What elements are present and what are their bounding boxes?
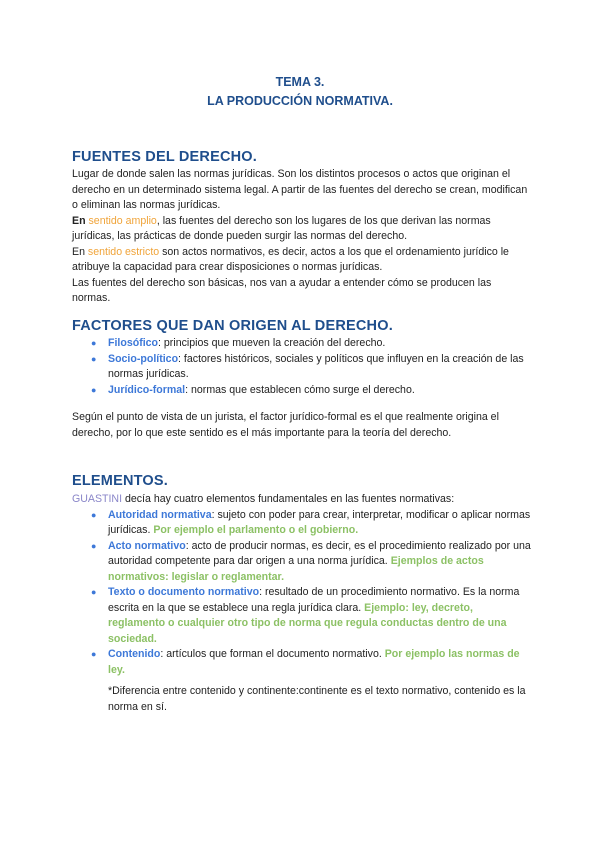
bullet-icon: ● bbox=[91, 353, 97, 364]
elemento-text: : sujeto con poder para crear, interpretar, modificar o aplicar normas jurídicas. bbox=[108, 508, 531, 536]
list-item bbox=[72, 539, 532, 586]
fuentes-closing: Las fuentes del derecho son básicas, nos van a ayudar a entender cómo se producen las normas. bbox=[72, 276, 492, 304]
section-factores bbox=[72, 336, 532, 398]
elemento-text: : acto de producir normas, es decir, es el procedimiento realizado por una autoridad competente para dar origen a una norma jurídica. bbox=[108, 539, 531, 567]
title-line-2: LA PRODUCCIÓN NORMATIVA. bbox=[207, 94, 393, 108]
list-item bbox=[72, 508, 532, 539]
document-title bbox=[0, 73, 600, 111]
title-line-1: TEMA 3. bbox=[275, 75, 325, 89]
list-item bbox=[72, 352, 532, 383]
elementos-intro bbox=[72, 492, 532, 508]
fuentes-intro: Lugar de donde salen las normas jurídicas. Son los distintos procesos o actos que originan el derecho en un determinado sistema legal. A partir de las fuentes del derecho se crean, modifican o eliminan las normas jurídicas. bbox=[72, 168, 528, 211]
factores-list bbox=[72, 336, 532, 398]
heading-factores: FACTORES QUE DAN ORIGEN AL DERECHO. bbox=[72, 318, 393, 334]
fuentes-estricto bbox=[72, 245, 532, 276]
elemento-text: : resultado de un procedimiento normativo. Es la norma escrita en la que se establece una regla jurídica clara. bbox=[108, 586, 520, 614]
factor-term: Filosófico bbox=[108, 337, 159, 349]
factor-text: : principios que mueven la creación del derecho. bbox=[158, 337, 386, 349]
elemento-term: Acto normativo bbox=[108, 539, 186, 552]
elementos-intro-text: decía hay cuatro elementos fundamentales en las fuentes normativas: bbox=[122, 493, 455, 505]
elemento-text: : artículos que forman el documento normativo. bbox=[160, 648, 385, 660]
factor-term: Jurídico-formal bbox=[108, 383, 186, 396]
elemento-term: Texto o documento normativo bbox=[108, 586, 260, 598]
heading-fuentes: FUENTES DEL DERECHO. bbox=[72, 149, 258, 165]
difference-note: *Diferencia entre contenido y continente:continente es el texto normativo, contenido es la norma en sí. bbox=[108, 685, 526, 713]
elemento-example: Ejemplo: ley, decreto, reglamento o cualquier otro tipo de norma que regula conductas dentro de una sociedad. bbox=[108, 601, 507, 645]
bullet-icon: ● bbox=[91, 587, 97, 597]
fuentes-amplio-text: , las fuentes del derecho son los lugares de los que derivan las normas jurídicas, las prácticas de donde pueden surgir las normas del derecho. bbox=[72, 214, 491, 242]
fuentes-amplio-term: sentido amplio bbox=[88, 214, 157, 227]
fuentes-estricto-en: En bbox=[72, 245, 85, 258]
elemento-example: Ejemplos de actos normativos: legislar o reglamentar. bbox=[108, 555, 484, 583]
elemento-example: Por ejemplo las normas de ley. bbox=[108, 648, 520, 676]
bullet-icon: ● bbox=[91, 509, 97, 520]
list-item bbox=[72, 647, 532, 678]
bullet-icon: ● bbox=[91, 338, 97, 348]
section-elementos bbox=[72, 492, 532, 678]
bullet-icon: ● bbox=[91, 540, 97, 551]
author-name: GUASTINI bbox=[72, 493, 123, 505]
fuentes-estricto-term: sentido estricto bbox=[87, 245, 160, 258]
factor-text: : factores históricos, sociales y políticos que influyen en la creación de las normas jurídicas. bbox=[108, 352, 524, 380]
bullet-icon: ● bbox=[91, 384, 97, 395]
elementos-list bbox=[72, 508, 532, 679]
factor-term: Socio-político bbox=[108, 352, 179, 365]
fuentes-estricto-text: son actos normativos, es decir, actos a los que el ordenamiento jurídico le atribuye la capacidad para crear disposiciones o normas jurídicas. bbox=[72, 245, 509, 273]
elemento-term: Autoridad normativa bbox=[108, 508, 212, 521]
elemento-term: Contenido bbox=[108, 648, 161, 660]
heading-elementos: ELEMENTOS. bbox=[72, 473, 168, 489]
elemento-example: Por ejemplo el parlamento o el gobierno. bbox=[153, 524, 359, 536]
fuentes-amplio-en: En bbox=[72, 214, 86, 227]
section-fuentes bbox=[72, 167, 532, 307]
list-item bbox=[72, 585, 532, 647]
list-item bbox=[72, 336, 532, 352]
factores-closing: Según el punto de vista de un jurista, el factor jurídico-formal es el que realmente origina el derecho, por lo que este sentido es el más importante para la teoría del derecho. bbox=[72, 411, 499, 439]
fuentes-amplio bbox=[72, 214, 532, 245]
factor-text: : normas que establecen cómo surge el derecho. bbox=[185, 383, 415, 396]
list-item bbox=[72, 383, 532, 399]
bullet-icon: ● bbox=[91, 649, 97, 659]
